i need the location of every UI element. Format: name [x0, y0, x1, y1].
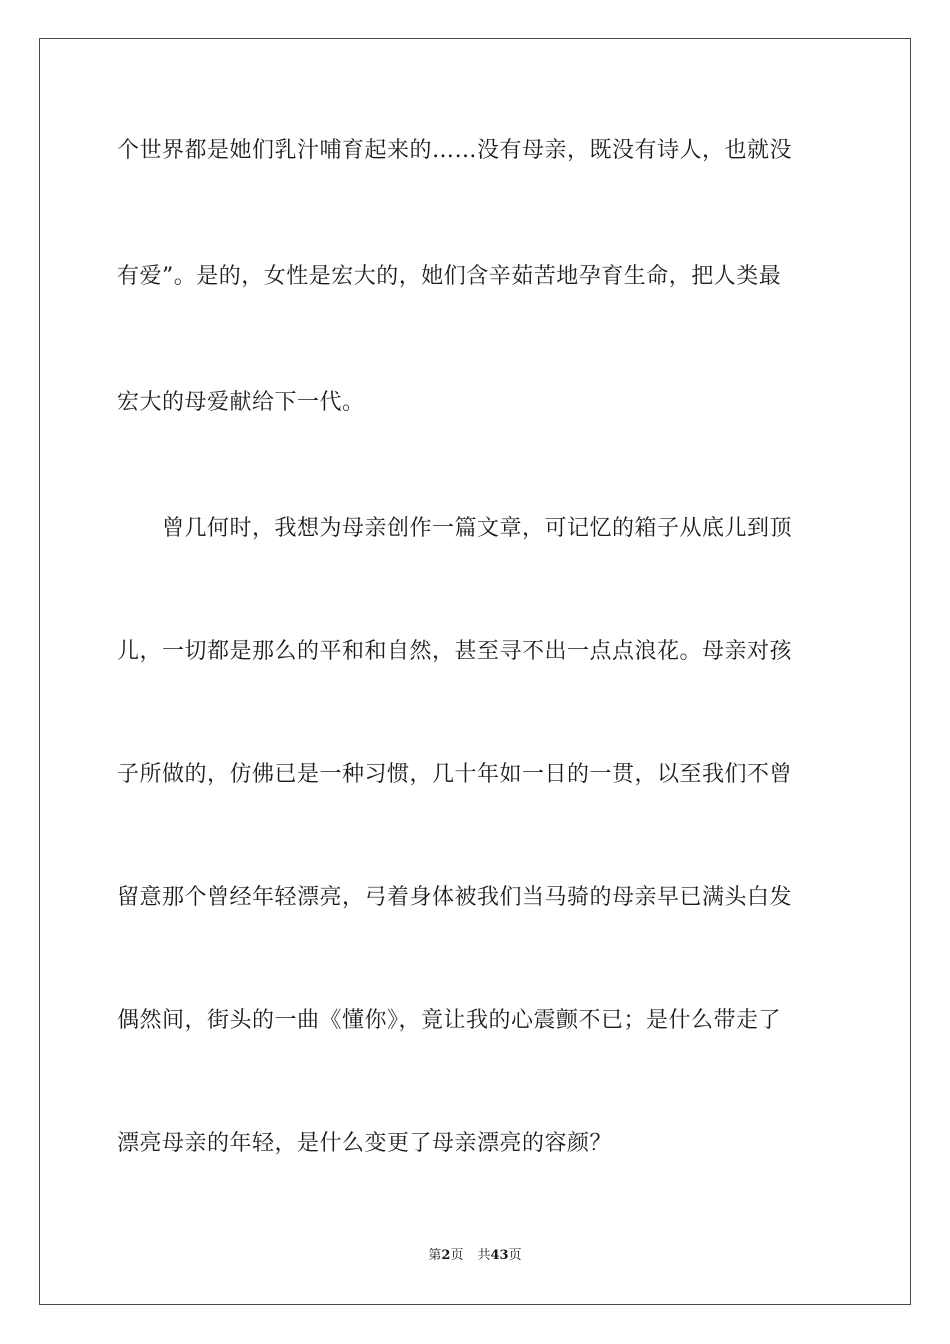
text-line: 宏大的母爱献给下一代。 [117, 390, 365, 415]
total-pages-number: 43 [490, 1248, 509, 1263]
total-suffix: 页 [508, 1248, 522, 1263]
current-page-number: 2 [441, 1248, 451, 1263]
text-line: 个世界都是她们乳汁哺育起来的……没有母亲，既没有诗人，也就没 [117, 138, 793, 163]
text-line: 儿，一切都是那么的平和和自然，甚至寻不出一点点浪花。母亲对孩 [117, 639, 793, 664]
text-line: 漂亮母亲的年轻，是什么变更了母亲漂亮的容颜？ [117, 1131, 613, 1156]
page-border [39, 38, 911, 1305]
total-prefix: 共 [477, 1248, 491, 1263]
text-line: 子所做的，仿佛已是一种习惯，几十年如一日的一贯，以至我们不曾 [117, 762, 793, 787]
text-line: 曾几何时，我想为母亲创作一篇文章，可记忆的箱子从底儿到顶 [117, 516, 793, 541]
page-suffix: 页 [450, 1248, 464, 1263]
text-line: 有爱”。是的，女性是宏大的，她们含辛茹苦地孕育生命，把人类最 [117, 264, 782, 289]
page-footer [0, 1248, 950, 1264]
text-line: 留意那个曾经年轻漂亮，弓着身体被我们当马骑的母亲早已满头白发 [117, 885, 793, 910]
page-prefix: 第 [428, 1248, 442, 1263]
text-line: 偶然间，街头的一曲《懂你》，竟让我的心震颤不已；是什么带走了 [117, 1008, 782, 1033]
